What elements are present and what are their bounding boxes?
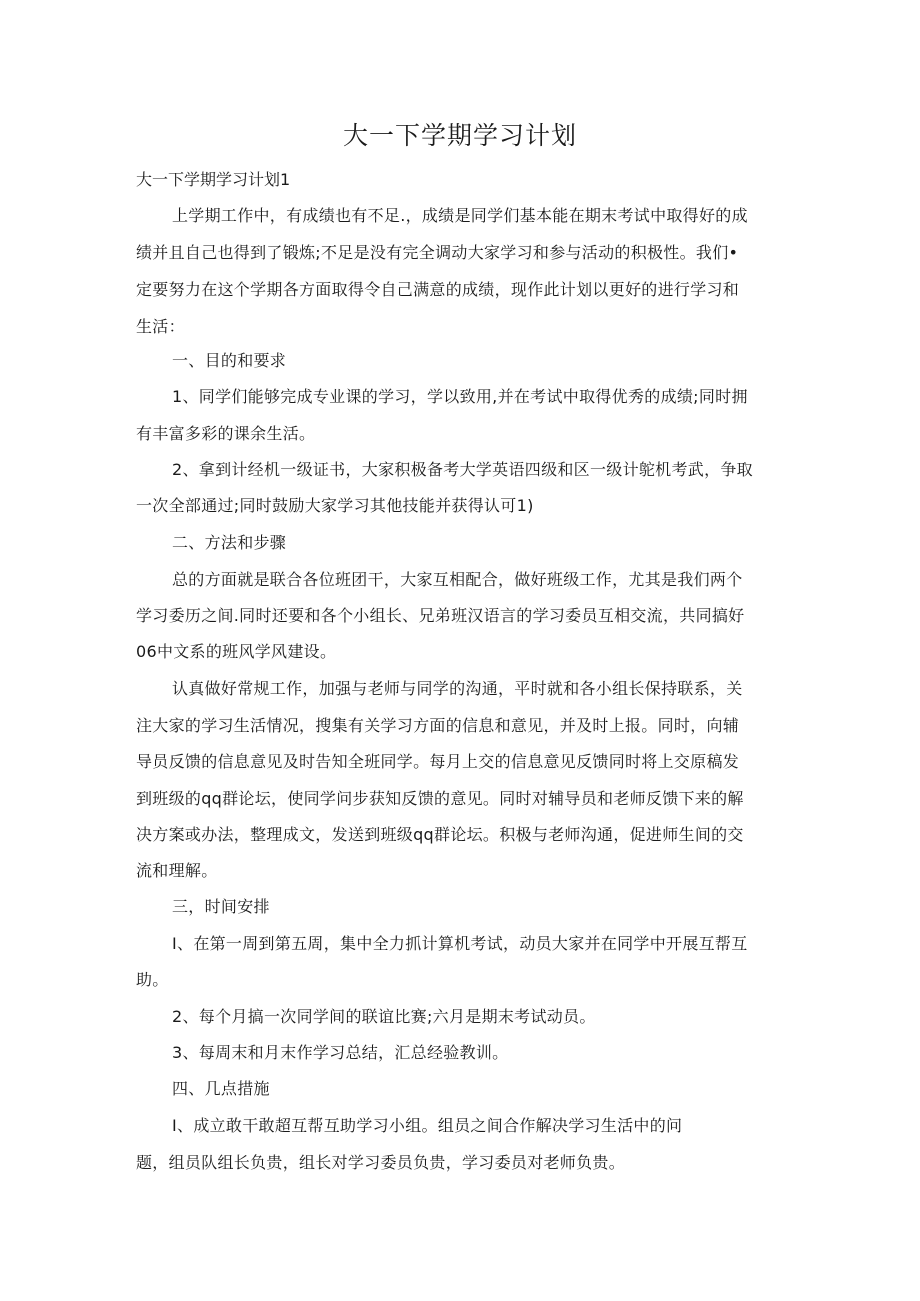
paragraph-line: I、在第一周到第五周，集中全力抓计算机考试，动员大家并在同学中开展互帮互 <box>172 934 748 953</box>
paragraph-line: 题，组员队组长负贵，组长对学习委员负贵，学习委员对老师负贵。 <box>136 1153 626 1172</box>
paragraph-line: 学习委历之间.同时还要和各个小组长、兄弟班汉语言的学习委员互相交流，共同搞好 <box>136 606 745 625</box>
paragraph-line: 到班级的qq群论坛，使同学问步获知反馈的意见。同时对辅导员和老师反馈下来的解 <box>136 789 744 808</box>
paragraph-line: 导员反馈的信息意见及时告知全班同学。每月上交的信息意见反馈同时将上交原稿发 <box>136 752 740 771</box>
paragraph-line: 助。 <box>136 970 169 989</box>
paragraph-line: 定要努力在这个学期各方面取得令自己满意的成绩，现作此计划以更好的进行学习和 <box>136 280 740 299</box>
paragraph-line: 06中文系的班风学风建设。 <box>136 642 337 661</box>
paragraph-line: 一次全部通过;同时鼓励大家学习其他技能并获得认可1) <box>136 496 534 515</box>
paragraph-line: 生活： <box>136 317 185 336</box>
paragraph-line: 1、同学们能够完成专业课的学习，学以致用,并在考试中取得优秀的成绩;同时拥 <box>172 387 748 406</box>
section-heading: 三，时间安排 <box>172 897 270 916</box>
paragraph-line: 3、每周末和月末作学习总结，汇总经验教训。 <box>172 1043 509 1062</box>
document-title: 大一下学期学习计划 <box>342 121 577 150</box>
paragraph-line: 2、每个月搞一次同学间的联谊比赛;六月是期末考试动员。 <box>172 1007 596 1026</box>
document-subtitle: 大一下学期学习计划1 <box>136 170 291 189</box>
paragraph-line: 有丰富多彩的课余生活。 <box>136 424 316 443</box>
paragraph-line: 2、拿到计经机一级证书，大家积极备考大学英语四级和区一级计鸵机考武，争取 <box>172 460 753 479</box>
paragraph-line: 总的方面就是联合各位班团干，大家互相配合，做好班级工作，尤其是我们两个 <box>172 570 743 589</box>
paragraph-line: 绩并且自己也得到了锻炼;不足是没有完全调动大家学习和参与活动的积极性。我们• <box>136 243 739 262</box>
section-heading: 一、目的和要求 <box>172 351 287 370</box>
section-heading: 四、几点措施 <box>172 1079 270 1098</box>
paragraph-line: 注大家的学习生活情况，搜集有关学习方面的信息和意见，并及时上报。同时，向辅 <box>136 716 740 735</box>
paragraph-line: 决方案或办法，整理成文，发送到班级qq群论坛。积极与老师沟通，促进师生间的交 <box>136 825 744 844</box>
paragraph-line: 上学期工作中，有成绩也有不足.，成绩是同学们基本能在期末考试中取得好的成 <box>172 206 748 225</box>
paragraph-line: I、成立敢干敢超互帮互助学习小组。组员之间合作解决学习生活中的问 <box>172 1116 683 1135</box>
section-heading: 二、方法和步骤 <box>172 533 287 552</box>
paragraph-line: 认真做好常规工作，加强与老师与同学的沟通，平时就和各小组长保持联系，关 <box>172 679 743 698</box>
paragraph-line: 流和理解。 <box>136 861 218 880</box>
